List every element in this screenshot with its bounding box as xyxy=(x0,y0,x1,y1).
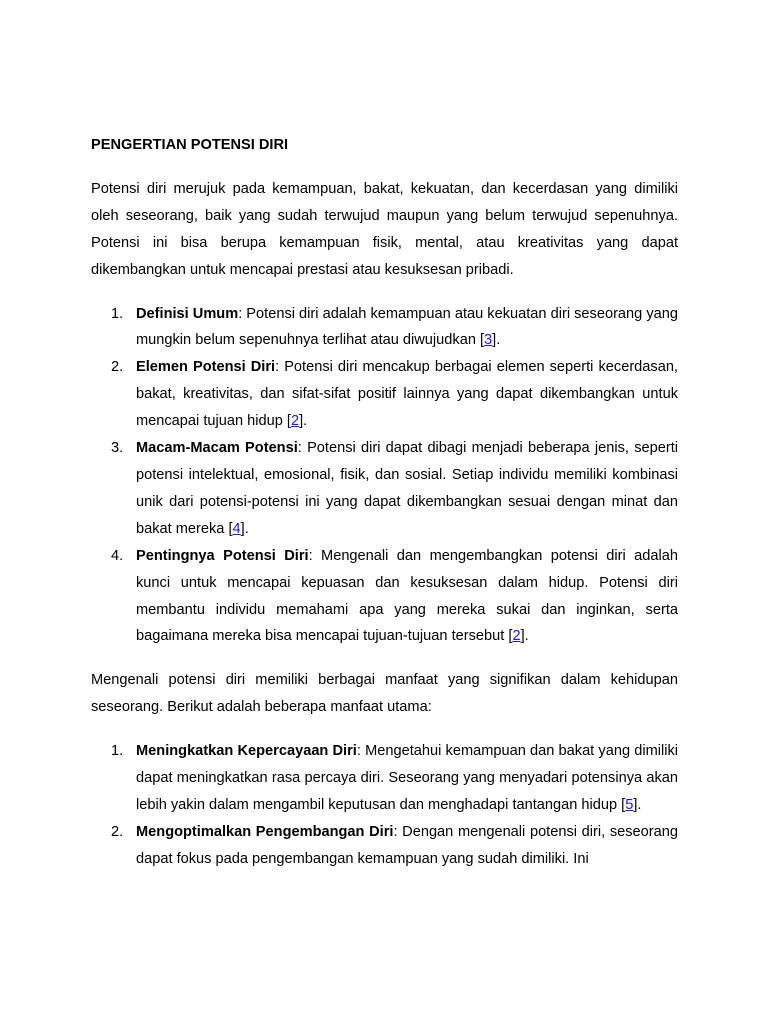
benefits-list xyxy=(91,738,678,873)
list-item-term: Elemen Potensi Diri xyxy=(136,359,276,376)
list-item-number: 2. xyxy=(111,359,124,376)
list-item xyxy=(91,543,678,651)
list-item-number: 1. xyxy=(111,743,124,760)
list-item-number: 2. xyxy=(111,823,124,840)
list-item-end: ]. xyxy=(492,332,501,349)
document-title: PENGERTIAN POTENSI DIRI xyxy=(91,137,289,153)
citation-link[interactable]: 2 xyxy=(512,628,521,645)
intro-paragraph: Potensi diri merujuk pada kemampuan, bakat, kekuatan, dan kecerdasan yang dimiliki oleh seseorang, baik yang sudah terwujud maupun yang belum terwujud sepenuhnya. Potensi ini bisa berupa kemampuan fisik, mental, atau kreativitas yang dapat dikembangkan untuk mencapai prestasi atau kesuksesan pribadi. xyxy=(91,180,678,278)
list-item xyxy=(91,435,678,543)
list-item-text: : Potensi diri mencakup berbagai elemen seperti kecerdasan, bakat, kreativitas, dan sifat-sifat positif lainnya yang dapat dikembangkan untuk mencapai tujuan hidup [ xyxy=(136,359,678,430)
list-item-term: Meningkatkan Kepercayaan Diri xyxy=(136,743,357,760)
list-item-end: ]. xyxy=(240,520,249,537)
list-item-term: Pentingnya Potensi Diri xyxy=(136,547,309,564)
citation-link[interactable]: 4 xyxy=(232,520,241,537)
list-item-end: ]. xyxy=(633,796,642,813)
document-page xyxy=(91,132,678,873)
list-item xyxy=(91,354,678,435)
list-item-number: 4. xyxy=(111,547,124,564)
list-item-term: Definisi Umum xyxy=(136,305,239,322)
citation-link[interactable]: 3 xyxy=(484,332,493,349)
list-item-text: : Potensi diri dapat dibagi menjadi beberapa jenis, seperti potensi intelektual, emosional, fisik, dan sosial. Setiap individu memiliki kombinasi unik dari potensi-potensi ini yang dapat dikembangkan sesuai dengan minat dan bakat mereka [ xyxy=(136,440,678,537)
list-item-text: : Dengan mengenali potensi diri, seseorang dapat fokus pada pengembangan kemampuan yang sudah dimiliki. Ini xyxy=(136,823,678,867)
list-item xyxy=(91,301,678,355)
list-item xyxy=(91,738,678,819)
definition-list xyxy=(91,301,678,651)
list-item-text: : Potensi diri adalah kemampuan atau kekuatan diri seseorang yang mungkin belum sepenuhnya terlihat atau diwujudkan [ xyxy=(136,305,678,349)
list-item-end: ]. xyxy=(299,413,308,430)
list-item-text: : Mengetahui kemampuan dan bakat yang dimiliki dapat meningkatkan rasa percaya diri. Seseorang yang menyadari potensinya akan lebih yakin dalam mengambil keputusan dan menghadapi tantangan hidup [ xyxy=(136,743,679,813)
citation-link[interactable]: 5 xyxy=(625,796,634,813)
list-item-term: Macam-Macam Potensi xyxy=(136,440,298,457)
benefits-intro-paragraph: Mengenali potensi diri memiliki berbagai manfaat yang signifikan dalam kehidupan seseorang. Berikut adalah beberapa manfaat utama: xyxy=(91,672,678,716)
list-item-number: 1. xyxy=(111,305,124,322)
list-item-text: : Mengenali dan mengembangkan potensi diri adalah kunci untuk mencapai kepuasan dan kesuksesan dalam hidup. Potensi diri membantu individu memahami apa yang mereka sukai dan inginkan, serta bagaimana mereka bisa mencapai tujuan-tujuan tersebut [ xyxy=(136,547,678,645)
list-item-number: 3. xyxy=(111,440,124,457)
citation-link[interactable]: 2 xyxy=(290,413,300,430)
list-item-end: ]. xyxy=(520,628,529,645)
list-item-term: Mengoptimalkan Pengembangan Diri xyxy=(136,823,394,840)
list-item xyxy=(91,819,678,873)
